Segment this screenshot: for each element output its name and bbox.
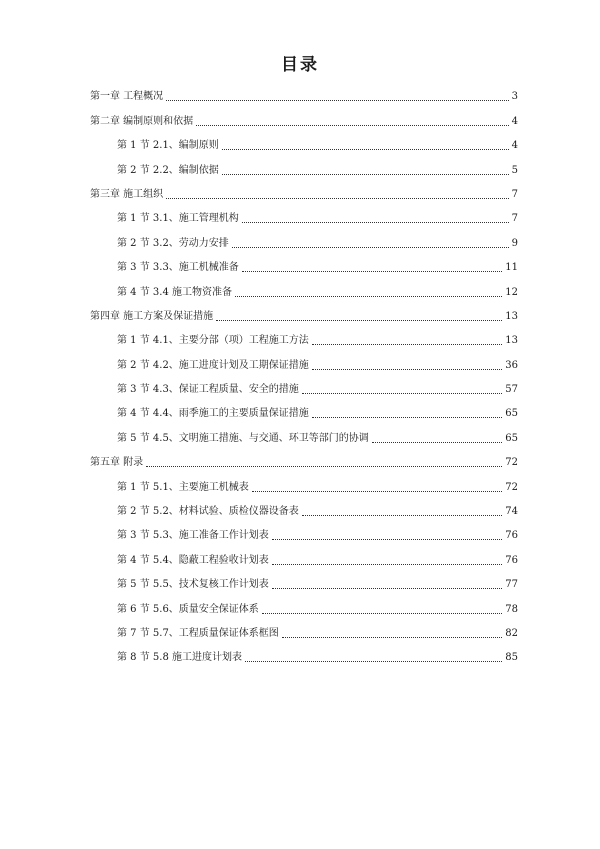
toc-page-number: 4 <box>511 140 518 152</box>
dot-leader <box>216 319 502 321</box>
dot-leader <box>312 368 502 370</box>
toc-page-number: 57 <box>505 384 518 396</box>
toc-entry-title: 第 5 节 4.5、文明施工措施、与交通、环卫等部门的协调 <box>117 432 369 444</box>
dot-leader <box>222 148 509 150</box>
toc-title: 目录 <box>281 55 319 75</box>
toc-entry-title: 第 4 节 5.4、隐蔽工程验收计划表 <box>117 554 269 566</box>
toc-section-entry[interactable] <box>90 202 518 226</box>
toc-entry-title: 第 1 节 2.1、编制原则 <box>117 140 219 152</box>
toc-entry-title: 第 7 节 5.7、工程质量保证体系框图 <box>117 627 279 639</box>
toc-entry-title: 第 3 节 5.3、施工准备工作计划表 <box>117 530 269 542</box>
dot-leader <box>232 246 509 248</box>
toc-entry-title: 第 2 节 5.2、材料试验、质检仪器设备表 <box>117 506 299 518</box>
toc-page-number: 7 <box>511 213 518 225</box>
toc-section-entry[interactable] <box>90 592 518 616</box>
dot-leader <box>372 441 502 443</box>
dot-leader <box>272 538 502 540</box>
dot-leader <box>242 270 502 272</box>
toc-page-number: 77 <box>505 579 518 591</box>
dot-leader <box>272 587 502 589</box>
toc-entry-title: 第 1 节 4.1、主要分部（项）工程施工方法 <box>117 335 309 347</box>
toc-page-number: 11 <box>505 262 518 274</box>
toc-section-entry[interactable] <box>90 641 518 665</box>
toc-section-entry[interactable] <box>90 226 518 250</box>
toc-entry-title: 第 4 节 4.4、雨季施工的主要质量保证措施 <box>117 408 309 420</box>
toc-chapter-entry[interactable] <box>90 80 518 104</box>
dot-leader <box>146 465 502 467</box>
dot-leader <box>272 563 502 565</box>
toc-page-number: 3 <box>511 91 518 103</box>
toc-section-entry[interactable] <box>90 617 518 641</box>
toc-list <box>90 80 518 665</box>
dot-leader <box>166 197 508 199</box>
toc-section-entry[interactable] <box>90 153 518 177</box>
toc-page-number: 65 <box>505 408 518 420</box>
toc-entry-title: 第三章 施工组织 <box>90 188 164 200</box>
dot-leader <box>242 221 509 223</box>
toc-entry-title: 第 8 节 5.8 施工进度计划表 <box>117 652 242 664</box>
toc-entry-title: 第 2 节 3.2、劳动力安排 <box>117 237 229 249</box>
toc-entry-title: 第四章 施工方案及保证措施 <box>90 310 214 322</box>
dot-leader <box>245 660 502 662</box>
dot-leader <box>262 612 502 614</box>
toc-page-number: 4 <box>511 115 518 127</box>
dot-leader <box>302 514 502 516</box>
toc-entry-title: 第 4 节 3.4 施工物资准备 <box>117 286 232 298</box>
toc-section-entry[interactable] <box>90 397 518 421</box>
toc-page-number: 7 <box>511 188 518 200</box>
toc-page-number: 85 <box>505 652 518 664</box>
toc-section-entry[interactable] <box>90 324 518 348</box>
toc-section-entry[interactable] <box>90 421 518 445</box>
toc-page-number: 72 <box>505 457 518 469</box>
toc-chapter-entry[interactable] <box>90 446 518 470</box>
toc-chapter-entry[interactable] <box>90 300 518 324</box>
dot-leader <box>252 490 502 492</box>
toc-entry-title: 第 5 节 5.5、技术复核工作计划表 <box>117 579 269 591</box>
toc-entry-title: 第 6 节 5.6、质量安全保证体系 <box>117 603 259 615</box>
toc-page-number: 82 <box>505 627 518 639</box>
toc-section-entry[interactable] <box>90 348 518 372</box>
toc-entry-title: 第 3 节 4.3、保证工程质量、安全的措施 <box>117 384 299 396</box>
dot-leader <box>312 343 502 345</box>
toc-section-entry[interactable] <box>90 495 518 519</box>
toc-section-entry[interactable] <box>90 543 518 567</box>
dot-leader <box>302 392 502 394</box>
toc-entry-title: 第二章 编制原则和依据 <box>90 115 194 127</box>
toc-chapter-entry[interactable] <box>90 178 518 202</box>
dot-leader <box>282 636 502 638</box>
dot-leader <box>235 295 502 297</box>
toc-section-entry[interactable] <box>90 129 518 153</box>
toc-page-number: 9 <box>511 237 518 249</box>
toc-section-entry[interactable] <box>90 373 518 397</box>
dot-leader <box>222 173 509 175</box>
toc-entry-title: 第 2 节 4.2、施工进度计划及工期保证措施 <box>117 359 309 371</box>
toc-section-entry[interactable] <box>90 470 518 494</box>
toc-page-number: 65 <box>505 432 518 444</box>
toc-entry-title: 第 1 节 5.1、主要施工机械表 <box>117 481 249 493</box>
toc-entry-title: 第 1 节 3.1、施工管理机构 <box>117 213 239 225</box>
dot-leader <box>166 99 508 101</box>
toc-entry-title: 第 3 节 3.3、施工机械准备 <box>117 262 239 274</box>
toc-page-number: 13 <box>505 310 518 322</box>
toc-section-entry[interactable] <box>90 568 518 592</box>
toc-entry-title: 第五章 附录 <box>90 457 144 469</box>
toc-page-number: 12 <box>505 286 518 298</box>
toc-entry-title: 第 2 节 2.2、编制依据 <box>117 164 219 176</box>
toc-section-entry[interactable] <box>90 251 518 275</box>
toc-page-number: 36 <box>505 359 518 371</box>
toc-page-number: 72 <box>505 481 518 493</box>
dot-leader <box>196 124 508 126</box>
toc-page-number: 13 <box>505 335 518 347</box>
toc-page-number: 5 <box>511 164 518 176</box>
toc-page-number: 78 <box>505 603 518 615</box>
dot-leader <box>312 416 502 418</box>
toc-section-entry[interactable] <box>90 275 518 299</box>
toc-entry-title: 第一章 工程概况 <box>90 91 164 103</box>
toc-section-entry[interactable] <box>90 519 518 543</box>
toc-page-number: 76 <box>505 530 518 542</box>
toc-page-number: 74 <box>505 506 518 518</box>
toc-chapter-entry[interactable] <box>90 104 518 128</box>
toc-page-number: 76 <box>505 554 518 566</box>
